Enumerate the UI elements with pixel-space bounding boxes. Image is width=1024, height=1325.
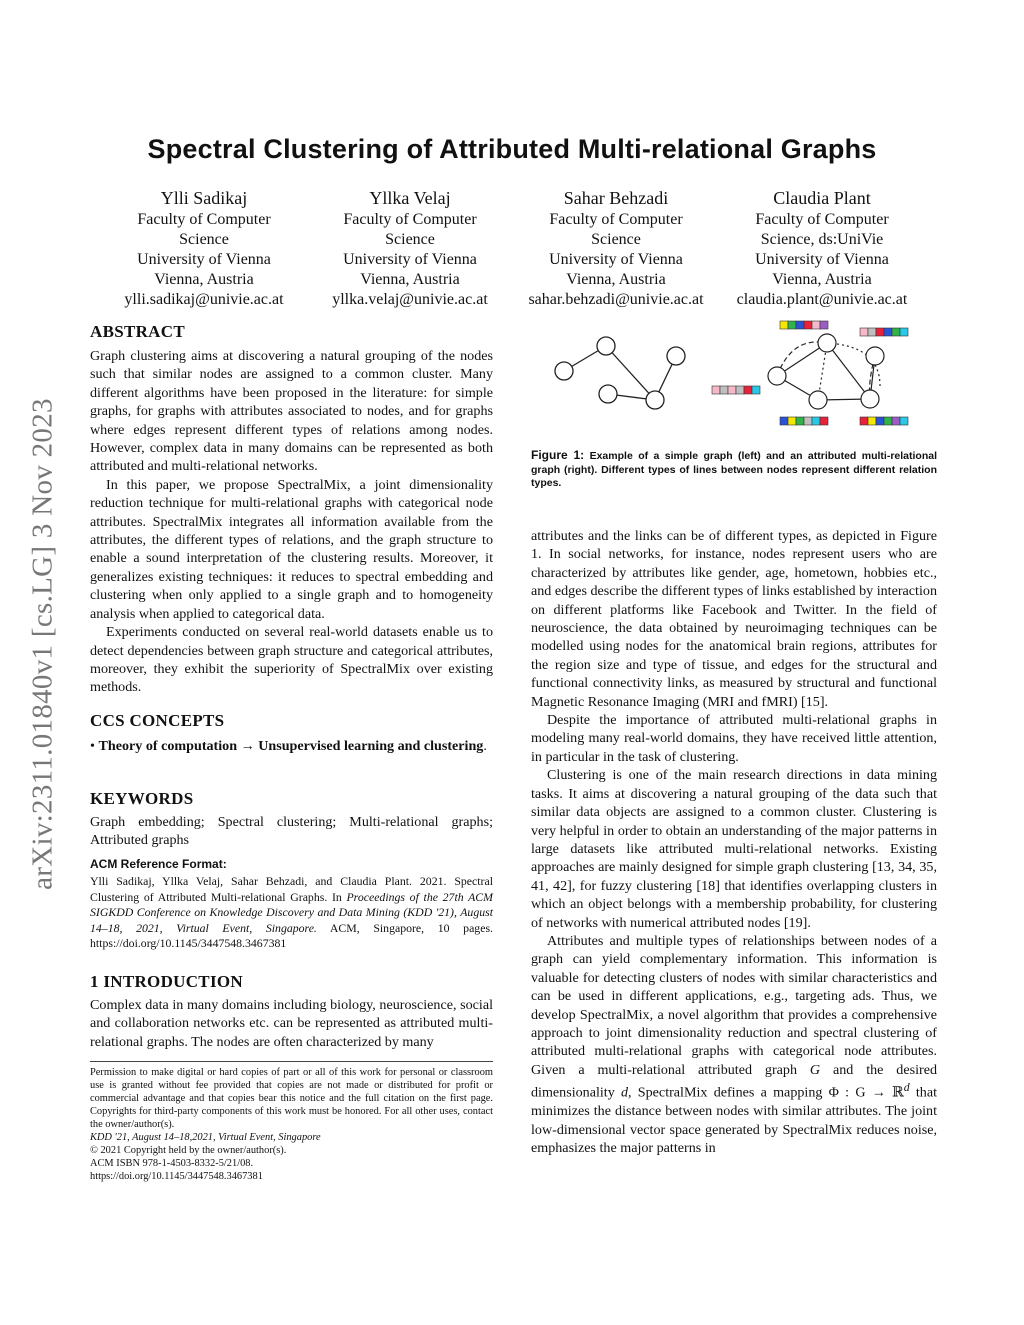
attribute-cell [788,321,796,329]
attribute-cell [892,328,900,336]
attribute-cell [860,328,868,336]
text-span: and the desired dimensionality [531,1061,937,1101]
keywords-list: Graph embedding; Spectral clustering; Multi-relational graphs; Attributed graphs [90,814,493,849]
attribute-cell [900,328,908,336]
figure-caption-text: Example of a simple graph (left) and an attributed multi-relational graph (right). Different types of lines between nodes represent different relation types. [531,450,938,489]
author-affiliation: Faculty of Computer [755,211,889,228]
intro-heading: 1 INTRODUCTION [90,972,243,991]
keywords-heading: KEYWORDS [90,789,194,808]
permission-notice: Permission to make digital or hard copies of part or all of this work for personal or classroom use is granted without fee provided that copies are not made or distributed for profit or commercial advantage and that copies bear this notice and the full citation on the first page. Copyrights for third-party components of this work must be honored. For all other uses, contact the owner/author(s). [90,1067,493,1130]
attribute-cell [804,321,812,329]
graph-node [809,391,827,409]
ccs-bullet: • [90,738,95,754]
attribute-cell [804,417,812,425]
math-var: d [621,1084,629,1101]
author-affiliation: University of Vienna [755,251,889,268]
attribute-cell [820,417,828,425]
doi-link[interactable]: https://doi.org/10.1145/3447548.3467381 [90,1171,263,1182]
ccs-concepts [90,737,493,755]
attribute-cell [788,417,796,425]
ccs-period: . [483,738,487,754]
ccs-concept: Unsupervised learning and clustering [258,738,484,754]
graph-node [866,347,884,365]
abstract-heading: ABSTRACT [90,322,185,341]
math-var: G [809,1061,821,1078]
intro-paragraph [531,932,937,1158]
graph-node [667,347,685,365]
text-span: , SpectralMix defines a mapping [628,1084,829,1101]
graph-node [597,337,615,355]
simple-graph [555,337,685,409]
figure-graphs [530,316,940,434]
intro-body [90,996,493,1051]
author-affiliation: Science [385,231,435,248]
author-name: Claudia Plant [773,188,871,208]
author-email[interactable]: sahar.behzadi@univie.ac.at [528,291,704,308]
attribute-cell [780,417,788,425]
attribute-cell [812,417,820,425]
author-affiliation: Faculty of Computer [549,211,683,228]
attribute-cell [892,417,900,425]
figure-caption [531,449,937,491]
graph-node [861,390,879,408]
abstract-body [90,347,493,697]
attribute-cell [812,321,820,329]
author-location: Vienna, Austria [566,271,666,288]
attribute-cell [868,417,876,425]
attribute-cell [796,417,804,425]
attribute-cell [884,417,892,425]
attribute-cell [720,386,728,394]
author-affiliation: University of Vienna [549,251,683,268]
author-location: Vienna, Austria [360,271,460,288]
author-affiliation: Science [591,231,641,248]
author-location: Vienna, Austria [772,271,872,288]
author-name: Sahar Behzadi [563,188,669,208]
attribute-cell [780,321,788,329]
acm-reference-heading: ACM Reference Format: [90,857,227,871]
author-block [506,186,726,310]
attribute-cell [752,386,760,394]
abstract-paragraph: Graph clustering aims at discovering a natural grouping of the nodes such that similar nodes are assigned to a common cluster. Many different algorithms have been proposed in the literature: for simple graphs, for graphs with attributes associated to nodes, and for graphs where edges represent different types of relations among nodes. However, complex data in many domains can be represented as both attributed and multi-relational networks. [90,348,493,475]
attribute-cell [728,386,736,394]
multi-relational-graph [768,334,884,409]
footnote [90,1066,493,1183]
author-email[interactable]: claudia.plant@univie.ac.at [736,291,908,308]
ccs-concept: Theory of computation [98,738,238,754]
isbn-line: ACM ISBN 978-1-4503-8332-5/21/08. [90,1158,254,1169]
attribute-cell [796,321,804,329]
text-span: that minimizes the distance between nodes with similar attributes. The joint low-dimensional vector space generated by SpectralMix reduces noise, emphasizes the major patterns in [531,1084,937,1157]
author-affiliation: University of Vienna [137,251,271,268]
graph-node [599,385,617,403]
ccs-heading: CCS CONCEPTS [90,711,225,730]
attribute-strips [712,321,908,425]
author-block [94,186,314,310]
attribute-cell [868,328,876,336]
graph-node [768,367,786,385]
abstract-paragraph: In this paper, we propose SpectralMix, a joint dimensionality reduction technique for multi-relational graphs with categorical node attributes. SpectralMix integrates all information available from the attributes, the different types of relations, and the graph structure to enable a sound interpretation of the clustering results. Moreover, it generalizes existing techniques: it reduces to spectral embedding and clustering when only applied to a single graph and to homogeneity analysis when applied to categorical data. [90,476,493,622]
author-affiliation: Faculty of Computer [137,211,271,228]
intro-paragraph: Clustering is one of the main research directions in data mining tasks. It aims at discovering a natural grouping of the data such that similar data objects are assigned to a common cluster. Clustering is very helpful in order to obtain an understanding of the major patterns in large datasets like attributed multi-relational networks. Existing approaches are mainly designed for simple graph clustering [13, 34, 35, 41, 42], for fuzzy clustering [18] that identifies overlapping clusters in which an object belongs with a membership probability, for clustering of networks with numerical attributed nodes [19]. [531,767,937,931]
attribute-cell [820,321,828,329]
author-name: Ylli Sadikaj [160,188,248,208]
intro-continued [531,527,937,1158]
graph-node [818,334,836,352]
graph-node [555,362,573,380]
footnote-divider [90,1061,493,1062]
author-email[interactable]: ylli.sadikaj@univie.ac.at [124,291,284,308]
acm-reference-doi[interactable]: ACM, Singapore, 10 pages. https://doi.org/10.1145/3447548.3467381 [90,920,493,951]
attribute-cell [712,386,720,394]
acm-reference-text: Ylli Sadikaj, Yllka Velaj, Sahar Behzadi, and Claudia Plant. 2021. Spectral Clustering of Attributed Multi-relational Graphs. In [90,874,493,904]
author-affiliation: University of Vienna [343,251,477,268]
attribute-cell [900,417,908,425]
attribute-cell [876,328,884,336]
intro-paragraph: attributes and the links can be of different types, as depicted in Figure 1. In social networks, for instance, nodes represent users who are characterized by attributes like gender, age, hometown, hobbies etc., and edges describe the different types of links established by interaction on different platforms like Facebook and Twitter. In the field of neuroscience, the data obtained by neuroimaging techniques can be modelled using nodes for the anatomical brain regions, attributes for the region size and type of tissue, and edges for the structural and functional connectivity links, as measured by structural and functional Magnetic Resonance Imaging (MRI and fMRI) [15]. [531,528,937,710]
graph-node [646,391,664,409]
author-affiliation: Faculty of Computer [343,211,477,228]
keywords-text [90,813,493,850]
author-affiliation: Science [179,231,229,248]
author-location: Vienna, Austria [154,271,254,288]
attribute-cell [860,417,868,425]
intro-paragraph: Despite the importance of attributed multi-relational graphs in modeling many real-world domains, they have received little attention, in particular in the task of clustering. [531,712,937,765]
math-expression: Φ : G → ℝ [828,1084,904,1101]
figure-label: Figure 1: [531,448,585,462]
author-block [300,186,520,310]
arxiv-identifier: arXiv:2311.01840v1 [cs.LG] 3 Nov 2023 [26,398,59,890]
math-superscript: d [903,1081,910,1095]
attribute-cell [884,328,892,336]
relation-edge-solid [827,343,870,399]
abstract-paragraph: Experiments conducted on several real-world datasets enable us to detect dependencies between graph structure and categorical attributes, moreover, they exhibit the superiority of SpectralMix over existing methods. [90,624,493,696]
arxiv-sidebar [18,356,68,932]
author-affiliation: Science, ds:UniVie [760,231,884,248]
copyright-line: © 2021 Copyright held by the owner/author(s). [90,1145,287,1156]
attribute-cell [876,417,884,425]
acm-reference [90,857,493,951]
attribute-cell [744,386,752,394]
acm-reference-venue: Proceedings of the 27th ACM SIGKDD Conference on Knowledge Discovery and Data Mining (KDD '21), August 14–18, 2021, Virtual Event, Singapore. [90,889,493,935]
conference-info: KDD '21, August 14–18,2021, Virtual Event, Singapore [90,1132,321,1143]
paper-title: Spectral Clustering of Attributed Multi-relational Graphs [147,134,877,164]
author-block [712,186,932,310]
author-email[interactable]: yllka.velaj@univie.ac.at [332,291,488,308]
intro-paragraph: Complex data in many domains including biology, neuroscience, social and collaboration networks etc. can be represented as attributed multi-relational graphs. The nodes are often characterized by many [90,997,493,1050]
author-name: Yllka Velaj [369,188,451,208]
ccs-arrow: → [240,738,255,754]
text-span: Attributes and multiple types of relationships between nodes of a graph can yield complementary information. This information is valuable for detecting clusters of nodes with similar characteristics and can be used in different applications, e.g., targeting ads. Thus, we develop SpectralMix, a novel algorithm that provides a comprehensive approach to joint dimensionality reduction and spectral clustering of attributed multi-relational graphs with categorical node attributes. Given a multi-relational attributed graph [531,932,937,1078]
attribute-cell [736,386,744,394]
